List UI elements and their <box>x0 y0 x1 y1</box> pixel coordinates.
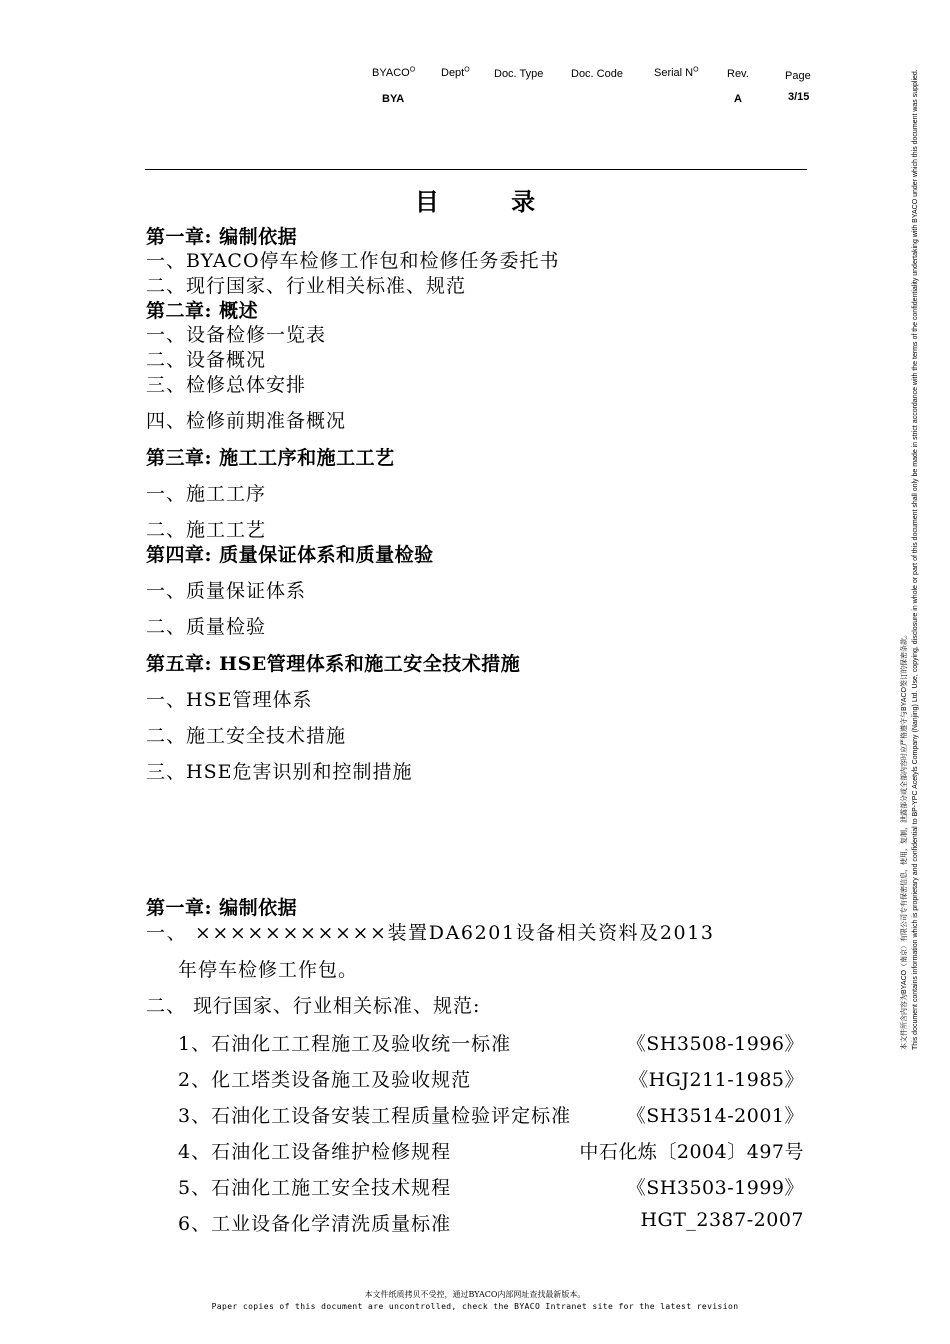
toc-item: 四、检修前期准备概况 <box>146 410 347 432</box>
header-page-label: Page <box>785 70 811 82</box>
toc-chapter-1: 第一章: 编制依据 <box>146 226 298 248</box>
toc-item: 三、HSE危害识别和控制措施 <box>146 761 413 783</box>
chapter-1-item-1-cont: 年停车检修工作包。 <box>178 959 359 981</box>
header-dept-label: Dept$^O$ <box>441 66 470 79</box>
header-serial-label: Serial $N^O$ <box>654 66 699 79</box>
toc-chapter-2: 第二章: 概述 <box>146 300 259 322</box>
toc-item: 二、施工安全技术措施 <box>146 725 347 747</box>
standard-name: 2、化工塔类设备施工及验收规范 <box>178 1069 472 1091</box>
header-page-value: 3/15 <box>788 91 810 103</box>
standard-code: 中石化炼〔2004〕497号 <box>579 1141 804 1163</box>
footer-notice-en: Paper copies of this document are uncontrolled, check the BYACO Intranet site for the latest revision <box>211 1302 739 1311</box>
standard-code: HGT_2387-2007 <box>640 1209 804 1231</box>
standard-name: 3、石油化工设备安装工程质量检验评定标准 <box>178 1105 572 1127</box>
toc-item: 二、施工工艺 <box>146 519 267 541</box>
toc-chapter-5: 第五章: HSE管理体系和施工安全技术措施 <box>146 653 521 675</box>
standard-name: 6、工业设备化学清洗质量标准 <box>178 1213 452 1235</box>
standard-name: 1、石油化工工程施工及验收统一标准 <box>178 1033 512 1055</box>
confidentiality-notice-en: This document contains information which is proprietary and confidential to BP-YPC Acetyls Company (Nanjing) Ltd. Use, copying, disclosure in whole or part of this document shall only be made in strict accordance with the terms of the confidentiality undertaking with BYACO under which this document was supplied. <box>912 69 919 1050</box>
toc-item: 一、BYACO停车检修工作包和检修任务委托书 <box>146 250 560 272</box>
header-rev-value: A <box>734 93 742 105</box>
toc-item: 一、HSE管理体系 <box>146 689 313 711</box>
standard-code: 《HGJ211-1985》 <box>629 1069 804 1091</box>
header-byaco-value: BYA <box>382 93 405 105</box>
toc-item: 一、设备检修一览表 <box>146 324 327 346</box>
header-doc-type-label: Doc. Type <box>494 68 544 80</box>
toc-title: 目 录 <box>414 187 568 216</box>
toc-item: 一、施工工序 <box>146 483 267 505</box>
standard-code: 《SH3503-1999》 <box>626 1177 804 1199</box>
header-rev-label: Rev. <box>727 68 749 80</box>
toc-chapter-4: 第四章: 质量保证体系和质量检验 <box>146 544 434 566</box>
toc-item: 一、质量保证体系 <box>146 580 307 602</box>
header-byaco-label: $BYACO^O$ <box>372 66 416 79</box>
chapter-1-heading: 第一章: 编制依据 <box>146 897 298 919</box>
toc-chapter-3: 第三章: 施工工序和施工工艺 <box>146 447 395 469</box>
standard-code: 《SH3514-2001》 <box>626 1105 804 1127</box>
chapter-1-item-2: 二、 现行国家、行业相关标准、规范: <box>146 995 481 1017</box>
toc-item: 二、质量检验 <box>146 616 267 638</box>
standard-name: 4、石油化工设备维护检修规程 <box>178 1141 452 1163</box>
header-doc-code-label: Doc. Code <box>571 68 623 80</box>
toc-item: 二、现行国家、行业相关标准、规范 <box>146 275 467 297</box>
toc-item: 三、检修总体安排 <box>146 374 307 396</box>
toc-item: 二、设备概况 <box>146 349 267 371</box>
confidentiality-notice <box>899 0 921 1050</box>
chapter-1-item-1: 一、 ×××××××××××装置DA6201设备相关资料及2013 <box>146 922 715 944</box>
confidentiality-notice-cn: 本文件所含内容为BYACO（南京）有限公司专有保密信息，使用，复制，泄露部分或全部内容时应严格遵守与BYACO签订的保密条款。 <box>901 631 908 1050</box>
standard-code: 《SH3508-1996》 <box>626 1033 804 1055</box>
standard-name: 5、石油化工施工安全技术规程 <box>178 1177 452 1199</box>
header-divider <box>145 169 807 170</box>
footer-notice-cn: 本文件纸质拷贝不受控，通过BYACO内部网址查找最新版本。 <box>364 1290 586 1299</box>
